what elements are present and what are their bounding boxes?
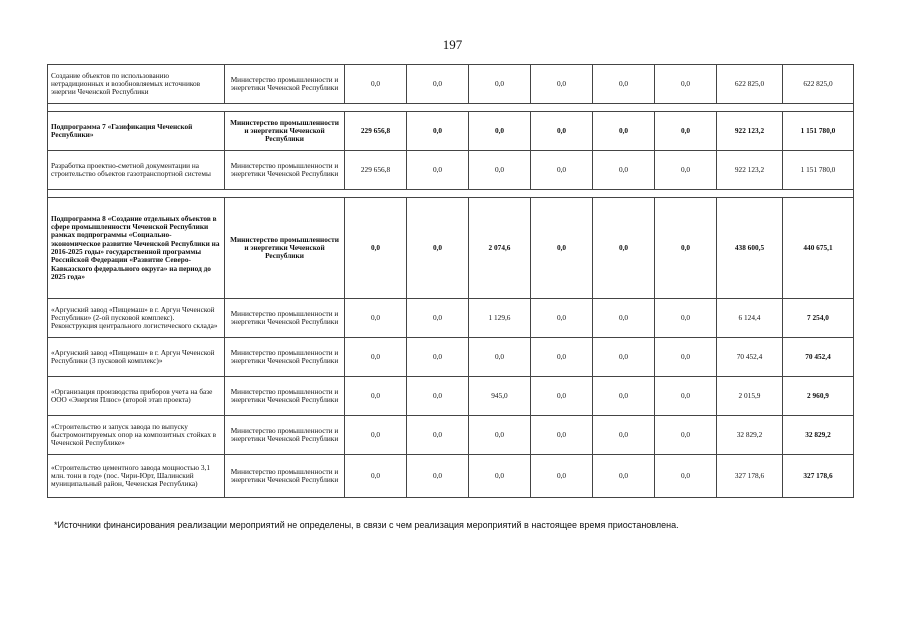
value-cell: 32 829,2 (717, 416, 783, 455)
table-row (48, 416, 854, 455)
value-cell: 0,0 (469, 112, 531, 151)
value-cell: 622 825,0 (717, 65, 783, 104)
value-cell: 0,0 (593, 198, 655, 299)
value-cell: 0,0 (593, 65, 655, 104)
value-cell: 0,0 (345, 455, 407, 498)
ministry-cell: Министерство промышленности и энергетики Чеченской Республики (225, 455, 345, 498)
table-row (48, 377, 854, 416)
ministry-cell: Министерство промышленности и энергетики Чеченской Республики (225, 299, 345, 338)
row-name-cell: «Аргунский завод «Пищемаш» в г. Аргун Чеченской Республики» (2-ой пусковой комплекс). Реконструкция центрального логистического склада» (48, 299, 225, 338)
value-cell: 1 151 780,0 (783, 151, 854, 190)
value-cell: 0,0 (655, 299, 717, 338)
table-row (48, 455, 854, 498)
value-cell: 0,0 (531, 151, 593, 190)
footnote: *Источники финансирования реализации мероприятий не определены, в связи с чем реализация мероприятий в настоящее время приостановлена. (54, 520, 679, 530)
value-cell: 0,0 (407, 198, 469, 299)
value-cell: 0,0 (407, 416, 469, 455)
value-cell: 70 452,4 (783, 338, 854, 377)
value-cell: 6 124,4 (717, 299, 783, 338)
value-cell: 0,0 (531, 455, 593, 498)
value-cell: 0,0 (655, 455, 717, 498)
value-cell: 0,0 (593, 112, 655, 151)
value-cell: 0,0 (655, 198, 717, 299)
value-cell: 0,0 (531, 198, 593, 299)
value-cell: 0,0 (345, 198, 407, 299)
value-cell: 32 829,2 (783, 416, 854, 455)
value-cell: 0,0 (407, 65, 469, 104)
table-row (48, 338, 854, 377)
value-cell: 0,0 (655, 112, 717, 151)
value-cell: 0,0 (593, 151, 655, 190)
value-cell: 229 656,8 (345, 151, 407, 190)
spacer-row (48, 104, 854, 112)
value-cell: 0,0 (469, 151, 531, 190)
ministry-cell: Министерство промышленности и энергетики Чеченской Республики (225, 112, 345, 151)
value-cell: 1 151 780,0 (783, 112, 854, 151)
value-cell: 622 825,0 (783, 65, 854, 104)
subprogram-row (48, 198, 854, 299)
value-cell: 0,0 (655, 65, 717, 104)
table-row (48, 299, 854, 338)
value-cell: 0,0 (407, 299, 469, 338)
value-cell: 0,0 (531, 112, 593, 151)
row-name-cell: «Строительство цементного завода мощностью 3,1 млн. тонн в год» (пос. Чири-Юрт, Шалинский муниципальный район, Чеченская Республика) (48, 455, 225, 498)
value-cell: 0,0 (407, 112, 469, 151)
value-cell: 2 074,6 (469, 198, 531, 299)
value-cell: 440 675,1 (783, 198, 854, 299)
ministry-cell: Министерство промышленности и энергетики Чеченской Республики (225, 151, 345, 190)
value-cell: 7 254,0 (783, 299, 854, 338)
value-cell: 0,0 (345, 338, 407, 377)
ministry-cell: Министерство промышленности и энергетики Чеченской Республики (225, 377, 345, 416)
spacer-cell (48, 190, 854, 198)
value-cell: 0,0 (531, 299, 593, 338)
value-cell: 945,0 (469, 377, 531, 416)
value-cell: 0,0 (655, 416, 717, 455)
value-cell: 922 123,2 (717, 151, 783, 190)
row-name-cell: «Строительство и запуск завода по выпуску быстромонтируемых опор на композитных стойках в Чеченской Республике» (48, 416, 225, 455)
value-cell: 0,0 (593, 455, 655, 498)
page-number: 197 (442, 37, 463, 52)
value-cell: 2 015,9 (717, 377, 783, 416)
value-cell: 0,0 (345, 377, 407, 416)
value-cell: 0,0 (531, 338, 593, 377)
value-cell: 0,0 (531, 377, 593, 416)
value-cell: 327 178,6 (717, 455, 783, 498)
ministry-cell: Министерство промышленности и энергетики Чеченской Республики (225, 338, 345, 377)
value-cell: 0,0 (469, 455, 531, 498)
value-cell: 0,0 (655, 377, 717, 416)
value-cell: 327 178,6 (783, 455, 854, 498)
budget-table (47, 64, 854, 498)
value-cell: 0,0 (531, 65, 593, 104)
subprogram-row (48, 112, 854, 151)
row-name-cell: «Аргунский завод «Пищемаш» в г. Аргун Чеченской Республики (3 пусковой комплекс)» (48, 338, 225, 377)
value-cell: 1 129,6 (469, 299, 531, 338)
value-cell: 0,0 (407, 338, 469, 377)
value-cell: 0,0 (593, 377, 655, 416)
value-cell: 2 960,9 (783, 377, 854, 416)
value-cell: 0,0 (655, 151, 717, 190)
value-cell: 0,0 (345, 416, 407, 455)
value-cell: 0,0 (407, 151, 469, 190)
row-name-cell: «Организация производства приборов учета на базе ООО «Энергия Плюс» (второй этап проекта) (48, 377, 225, 416)
value-cell: 70 452,4 (717, 338, 783, 377)
row-name-cell: Подпрограмма 8 «Создание отдельных объектов в сфере промышленности Чеченской Республики рамках подпрограммы «Социально-экономическое развитие Чеченской Республики на 2016-2025 годы» государственной программы Российской Федерации «Развитие Северо-Кавказского федерального округа» на период до 2025 года» (48, 198, 225, 299)
row-name-cell: Разработка проектно-сметной документации на строительство объектов газотранспортной системы (48, 151, 225, 190)
value-cell: 0,0 (407, 377, 469, 416)
value-cell: 922 123,2 (717, 112, 783, 151)
ministry-cell: Министерство промышленности и энергетики Чеченской Республики (225, 416, 345, 455)
value-cell: 0,0 (469, 416, 531, 455)
value-cell: 0,0 (469, 338, 531, 377)
table-row (48, 151, 854, 190)
value-cell: 0,0 (593, 338, 655, 377)
spacer-cell (48, 104, 854, 112)
row-name-cell: Подпрограмма 7 «Газификация Чеченской Республики» (48, 112, 225, 151)
value-cell: 0,0 (531, 416, 593, 455)
value-cell: 0,0 (593, 299, 655, 338)
table-row (48, 65, 854, 104)
value-cell: 0,0 (593, 416, 655, 455)
row-name-cell: Создание объектов по использованию нетрадиционных и возобновляемых источников энергии Чеченской Республики (48, 65, 225, 104)
value-cell: 0,0 (469, 65, 531, 104)
ministry-cell: Министерство промышленности и энергетики Чеченской Республики (225, 65, 345, 104)
value-cell: 0,0 (407, 455, 469, 498)
value-cell: 0,0 (655, 338, 717, 377)
ministry-cell: Министерство промышленности и энергетики Чеченской Республики (225, 198, 345, 299)
value-cell: 0,0 (345, 65, 407, 104)
value-cell: 229 656,8 (345, 112, 407, 151)
value-cell: 0,0 (345, 299, 407, 338)
spacer-row (48, 190, 854, 198)
value-cell: 438 600,5 (717, 198, 783, 299)
